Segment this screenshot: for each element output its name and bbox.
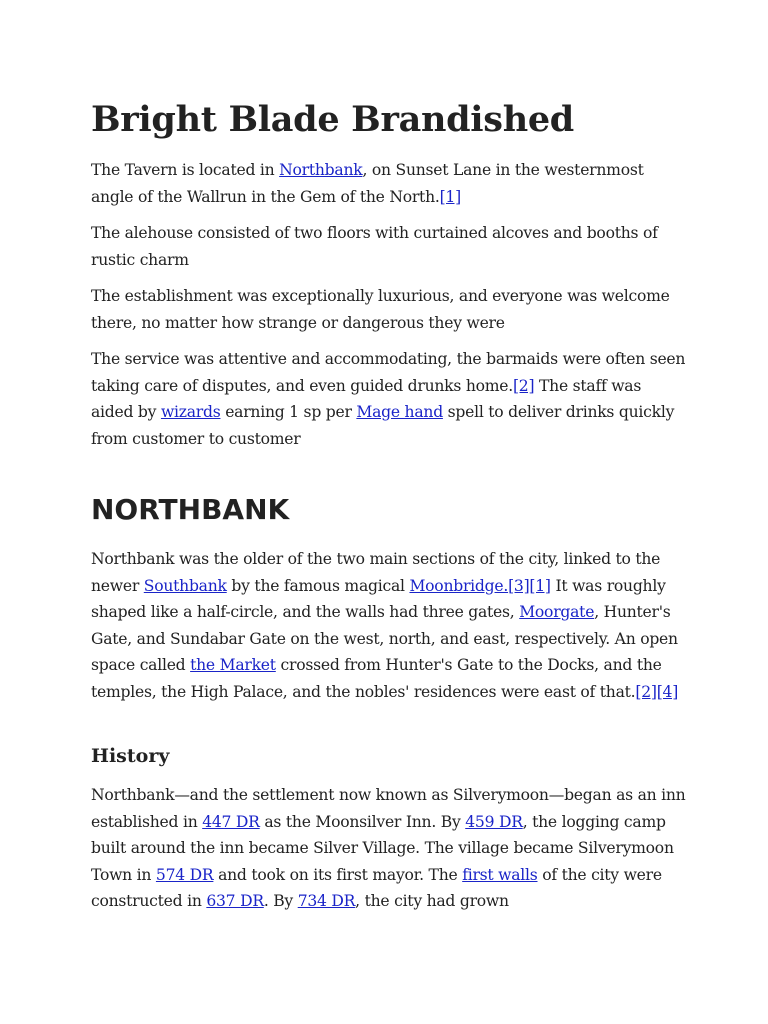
link-southbank[interactable]: Southbank: [143, 576, 227, 595]
text-span: The staff was aided by: [91, 376, 642, 421]
text-span: Northbank was the older of the two main sections of the city, linked to the newer: [91, 550, 661, 595]
northbank-paragraph: [91, 546, 687, 705]
text-span: crossed from Hunter's Gate to the Docks, and the temples, the High Palace, and the nobles' residences were east of that.: [91, 656, 662, 701]
text-span: and took on its first mayor. The: [213, 865, 463, 884]
link-mage-hand[interactable]: Mage hand: [356, 403, 443, 421]
text-span: earning 1 sp per: [220, 403, 357, 421]
intro-paragraph-luxury: The establishment was exceptionally luxurious, and everyone was welcome there, no matter how strange or dangerous they were: [91, 287, 670, 332]
link-the-market[interactable]: the Market: [190, 656, 276, 674]
link-first-walls[interactable]: first walls: [462, 865, 538, 884]
citation-link-2[interactable]: [2]: [512, 376, 535, 395]
intro-paragraph-floors: The alehouse consisted of two floors with curtained alcoves and booths of rustic charm: [91, 224, 658, 269]
intro-paragraph-location: [91, 157, 687, 210]
link-moorgate[interactable]: Moorgate: [519, 603, 595, 621]
text-span: spell to deliver drinks quickly from customer to customer: [91, 403, 675, 448]
citation-link-1[interactable]: [1]: [529, 576, 551, 595]
text-span: , Hunter's Gate, and Sundabar Gate on the west, north, and east, respectively. An open space called: [91, 603, 678, 674]
intro-paragraph-service: [91, 346, 687, 452]
text-span: , on Sunset Lane in the westernmost angle of the Wallrun in the Gem of the North.: [91, 161, 644, 206]
link-459-dr[interactable]: 459 DR: [465, 812, 523, 831]
link-moonbridge[interactable]: Moonbridge.: [409, 576, 509, 595]
text-span: . By: [263, 892, 298, 910]
text-span: The Tavern is located in: [91, 161, 280, 179]
citation-link-2[interactable]: [2]: [635, 682, 657, 701]
link-447-dr[interactable]: 447 DR: [202, 812, 260, 831]
link-574-dr[interactable]: 574 DR: [155, 865, 214, 884]
page-title: Bright Blade Brandished: [91, 99, 574, 140]
citation-link-4[interactable]: [4]: [656, 682, 679, 701]
text-span: The service was attentive and accommodating, the barmaids were often seen taking care of disputes, and even guided drunks home.: [91, 350, 686, 395]
history-paragraph: [91, 782, 687, 915]
link-wizards[interactable]: wizards: [160, 403, 221, 421]
citation-link-3[interactable]: [3]: [508, 576, 530, 595]
link-637-dr[interactable]: 637 DR: [206, 892, 264, 910]
text-span: of the city were constructed in: [91, 865, 662, 910]
link-northbank[interactable]: Northbank: [279, 161, 363, 179]
text-span: Northbank—and the settlement now known as Silverymoon—began as an inn established in: [91, 786, 686, 831]
subheading-history: History: [91, 745, 170, 767]
text-span: , the logging camp built around the inn became Silver Village. The village became Silverymoon Town in: [91, 812, 674, 884]
text-span: as the Moonsilver Inn. By: [259, 812, 466, 831]
link-734-dr[interactable]: 734 DR: [297, 892, 356, 910]
citation-link-1[interactable]: [1]: [439, 187, 461, 206]
text-span: by the famous magical: [226, 576, 410, 595]
text-span: It was roughly shaped like a half-circle, and the walls had three gates,: [91, 576, 666, 621]
text-span: , the city had grown: [355, 892, 509, 910]
section-heading-northbank: NORTHBANK: [91, 493, 290, 526]
